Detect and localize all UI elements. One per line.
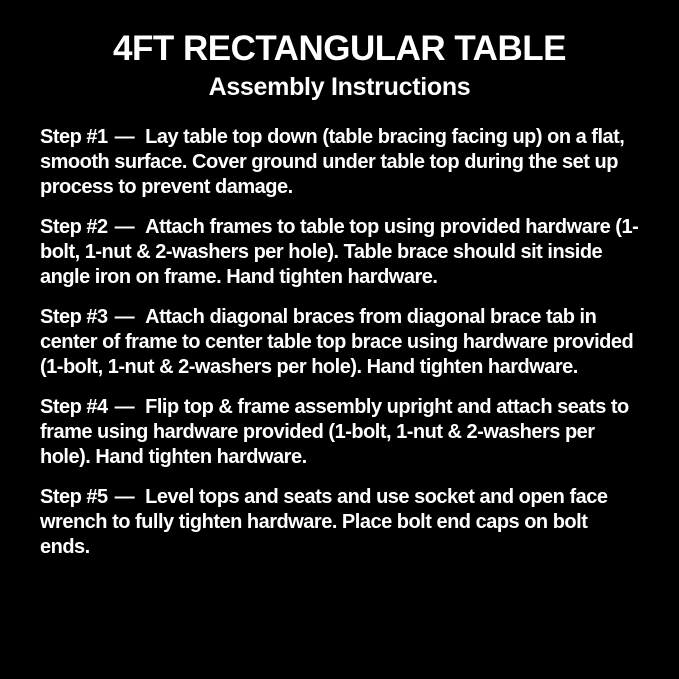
step-item-1 (40, 125, 640, 200)
step-5-text: Level tops and seats and use socket and open face wrench to fully tighten hardware. Place bolt end caps on bolt ends. (40, 486, 608, 559)
steps-list (40, 125, 640, 560)
step-2-label: Step #2 (40, 216, 108, 239)
em-dash: — (114, 306, 135, 329)
step-item-3 (40, 305, 640, 380)
step-item-4 (40, 395, 640, 470)
step-3-text: Attach diagonal braces from diagonal brace tab in center of frame to center table top brace using hardware provided (1-bolt, 1-nut & 2-washers per hole). Hand tighten hardware. (40, 306, 634, 379)
step-2-text: Attach frames to table top using provided hardware (1-bolt, 1-nut & 2-washers per hole). Table brace should sit inside angle iron on frame. Hand tighten hardware. (40, 216, 639, 289)
em-dash: — (114, 396, 135, 419)
step-4-label: Step #4 (40, 396, 108, 419)
step-5-label: Step #5 (40, 486, 108, 509)
step-4-text: Flip top & frame assembly upright and attach seats to frame using hardware provided (1-bolt, 1-nut & 2-washers per hole). Hand tighten hardware. (40, 396, 629, 469)
page-subtitle: Assembly Instructions (208, 72, 471, 101)
em-dash: — (114, 126, 135, 149)
step-item-2 (40, 215, 640, 290)
step-3-label: Step #3 (40, 306, 108, 329)
step-1-text: Lay table top down (table bracing facing up) on a flat, smooth surface. Cover ground under table top during the set up process to prevent damage. (40, 126, 625, 199)
poster-header (40, 30, 639, 101)
page-title: 4FT RECTANGULAR TABLE (113, 29, 566, 68)
step-1-label: Step #1 (40, 126, 108, 149)
em-dash: — (114, 216, 135, 239)
step-item-5 (40, 485, 640, 560)
em-dash: — (114, 486, 135, 509)
